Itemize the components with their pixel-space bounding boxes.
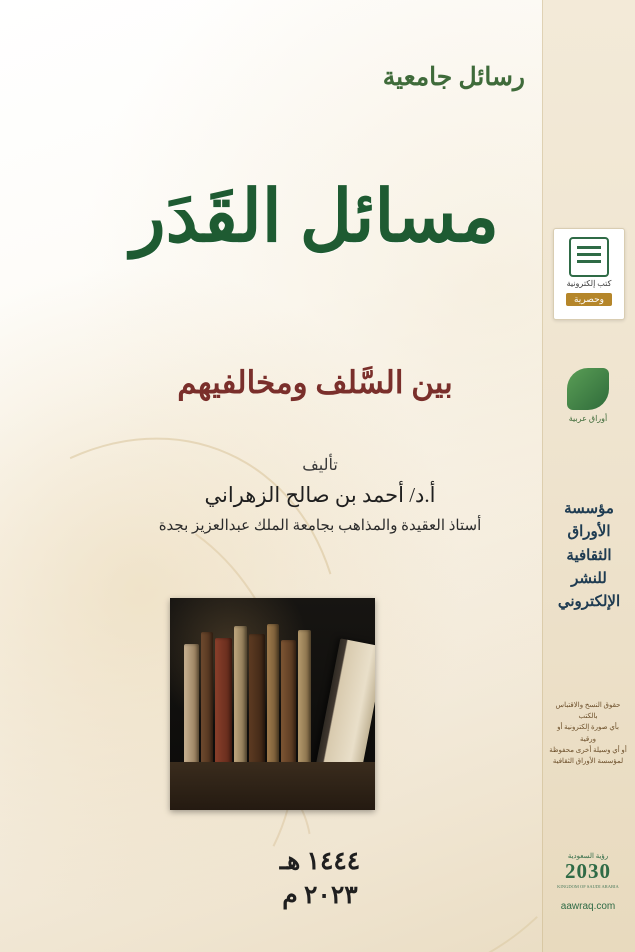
- author-block: [105, 455, 535, 535]
- vision-2030-logo: [551, 852, 625, 890]
- publisher-logo: [555, 368, 621, 423]
- book-spine: [267, 624, 279, 764]
- book-spine: [215, 638, 232, 764]
- vision-sub-text: KINGDOM OF SAUDI ARABIA: [557, 883, 619, 889]
- leaf-logo-icon: [567, 368, 609, 410]
- book-spine: [298, 630, 311, 764]
- publisher-logo-caption: أوراق عربية: [568, 414, 608, 423]
- table-surface: [170, 762, 375, 810]
- rights-notice: [549, 700, 627, 767]
- book-spine: [249, 634, 265, 764]
- leaning-book: [316, 638, 375, 772]
- book-spine: [184, 644, 199, 764]
- book-title: مسائل القَدَر: [130, 177, 500, 257]
- publisher-line: الإلكتروني: [557, 594, 621, 610]
- author-affiliation: أستاذ العقيدة والمذاهب بجامعة الملك عبدالعزيز بجدة: [158, 518, 482, 534]
- ebook-badge: [553, 228, 625, 320]
- publisher-line: الثقافية: [566, 547, 612, 564]
- rights-line: أو أي وسيلة أخرى محفوظة: [549, 745, 627, 754]
- book-spine: [234, 626, 247, 764]
- ebook-badge-line2: وحصرية: [566, 293, 612, 306]
- date-hijri: ١٤٤٤ هـ: [279, 848, 361, 875]
- ebook-icon: [569, 237, 609, 277]
- publisher-name: [549, 498, 629, 614]
- vision-number: 2030: [565, 858, 611, 883]
- publisher-line: مؤسسة: [564, 501, 614, 517]
- cover-photo: [170, 598, 375, 810]
- author-name: أ.د/ أحمد بن صالح الزهراني: [204, 483, 436, 507]
- vision-top-text: رؤية السعودية: [567, 851, 609, 860]
- byline-label: تأليف: [302, 457, 338, 474]
- book-spine: [201, 632, 213, 764]
- website-url[interactable]: aawraq.com: [560, 901, 616, 912]
- date-gregorian: ٢٠٢٣ م: [282, 881, 358, 909]
- side-panel: [542, 0, 635, 952]
- publisher-line: الأوراق: [567, 524, 611, 541]
- rights-line: بأي صورة إلكترونية أو ورقية: [557, 723, 619, 743]
- publication-date: [155, 845, 485, 913]
- book-subtitle: بين السَّلف ومخالفيهم: [177, 365, 453, 400]
- book-spine: [281, 640, 296, 764]
- series-label: رسائل جامعية: [382, 64, 525, 91]
- rights-line: لمؤسسة الأوراق الثقافية: [552, 756, 624, 765]
- ebook-badge-line1: كتب إلكترونية: [566, 279, 612, 288]
- rights-line: حقوق النسخ والاقتباس بالكتب: [555, 701, 621, 721]
- publisher-line: للنشر: [571, 570, 607, 587]
